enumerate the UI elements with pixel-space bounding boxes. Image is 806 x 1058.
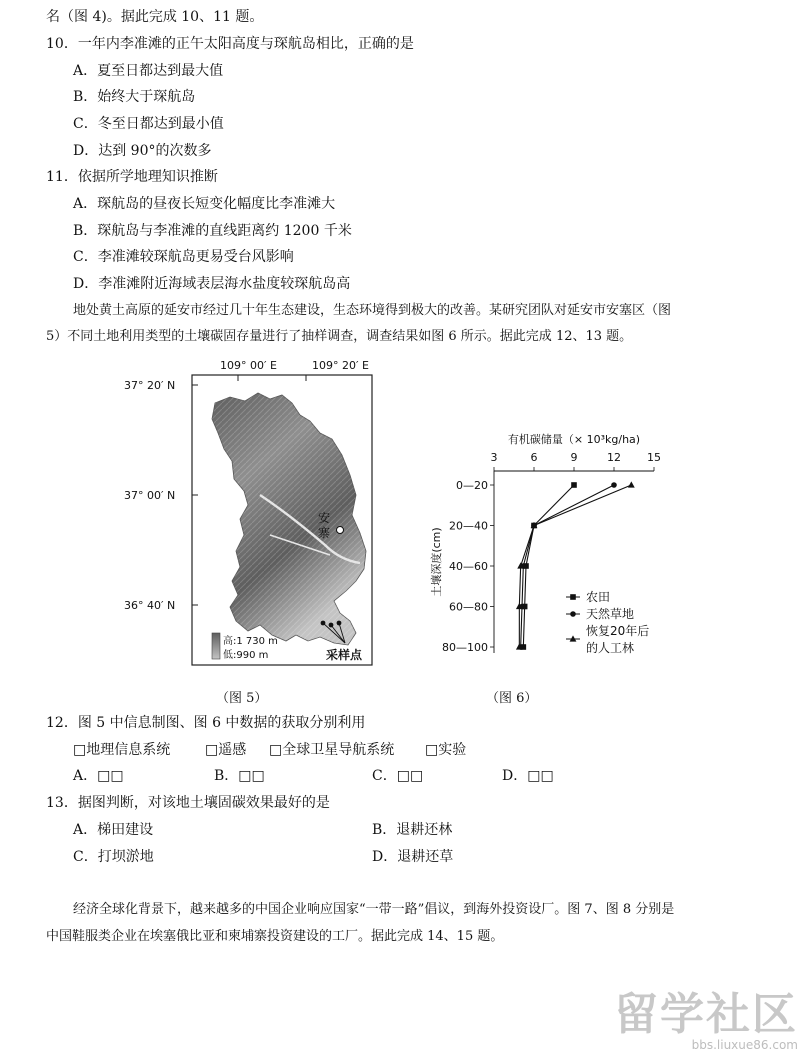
question-12-item-1: □地理信息系统: [73, 742, 171, 758]
question-10-option-b: B．始终大于琛航岛: [73, 89, 196, 105]
place-name-an: 安: [318, 511, 331, 525]
question-11-stem: 11．依据所学地理知识推断: [46, 169, 218, 185]
question-13-option-d: D．退耕还草: [372, 849, 454, 865]
legend-text-1: 天然草地: [586, 607, 635, 621]
legend-marker-1: [570, 611, 576, 617]
y-tick-label-3: 60—80: [449, 600, 488, 614]
figure-6-caption: （图 6）: [486, 691, 538, 706]
passage-14-15-line-1: 经济全球化背景下，越来越多的中国企业响应国家“一带一路”倡议，到海外投资设厂。图 7、图 8 分别是: [73, 902, 675, 917]
passage-12-13-line-1: 地处黄土高原的延安市经过几十年生态建设，生态环境得到极大的改善。某研究团队对延安市安塞区（图: [73, 303, 672, 318]
question-13-option-a: A．梯田建设: [73, 822, 154, 838]
passage-14-15-line-2: 中国鞋服类企业在埃塞俄比亚和柬埔寨投资建设的工厂。据此完成 14、15 题。: [46, 929, 504, 944]
lat-label-37-00: 37° 00′ N: [124, 489, 176, 502]
question-13-option-c: C．打坝淤地: [73, 849, 154, 865]
question-12-option-b: B．□□: [214, 768, 265, 784]
question-12-item-4: □实验: [425, 742, 467, 758]
question-12-item-3: □全球卫星导航系统: [269, 742, 395, 758]
question-10-option-a: A．夏至日都达到最大值: [73, 63, 224, 79]
series-line-1: [521, 485, 614, 647]
question-11-option-b: B．琛航岛与李准滩的直线距离约 1200 千米: [73, 223, 352, 239]
intro-tail: 名（图 4)。据此完成 10、11 题。: [46, 9, 264, 25]
series-line-2: [519, 485, 631, 647]
series-0-point-0: [571, 482, 577, 488]
lat-label-36-40: 36° 40′ N: [124, 599, 176, 612]
legend-marker-0: [570, 594, 576, 600]
watermark-brand: 留学社区: [614, 989, 798, 1040]
question-10-stem: 10．一年内李准滩的正午太阳高度与琛航岛相比，正确的是: [46, 36, 414, 52]
question-12-option-c: C．□□: [372, 768, 424, 784]
question-13-stem: 13．据图判断，对该地土壤固碳效果最好的是: [46, 795, 330, 811]
lon-label-109-20: 109° 20′ E: [312, 359, 369, 372]
question-11-option-d: D．李准滩附近海域表层海水盐度较琛航岛高: [73, 276, 351, 292]
y-tick-label-1: 20—40: [449, 519, 488, 533]
figure-5-caption: （图 5）: [216, 691, 268, 706]
y-tick-label-2: 40—60: [449, 560, 488, 573]
legend-text-3: 的人工林: [586, 641, 635, 655]
x-tick-label-3: 12: [607, 451, 621, 464]
x-tick-label-1: 6: [530, 451, 538, 464]
question-13-option-b: B．退耕还林: [372, 822, 453, 838]
figure-6-chart: [420, 425, 680, 665]
x-tick-label-0: 3: [490, 451, 498, 464]
question-12-option-d: D．□□: [502, 768, 554, 784]
chart-title: 有机碳储量（× 10³kg/ha): [507, 433, 641, 446]
question-10-option-c: C．冬至日都达到最小值: [73, 116, 224, 132]
y-tick-label-0: 0—20: [456, 479, 488, 492]
place-name-sai: 寨: [318, 526, 331, 540]
question-12-option-a: A．□□: [73, 768, 124, 784]
question-11-option-a: A．琛航岛的昼夜长短变化幅度比李准滩大: [73, 196, 336, 212]
lat-label-37-20: 37° 20′ N: [124, 379, 176, 392]
question-12-item-2: □遥感: [205, 742, 247, 758]
x-tick-label-2: 9: [570, 451, 578, 464]
figure-5-map: [120, 355, 410, 675]
legend-text-2: 恢复20年后: [586, 624, 650, 638]
legend-high: 高:1 730 m: [223, 636, 278, 647]
ansai-town-marker: [337, 527, 344, 534]
legend-text-0: 农田: [586, 590, 611, 604]
question-11-option-c: C．李准滩较琛航岛更易受台风影响: [73, 249, 294, 265]
x-tick-label-4: 15: [647, 451, 661, 464]
elevation-legend-bar: [212, 633, 220, 659]
question-12-stem: 12．图 5 中信息制图、图 6 中数据的获取分别利用: [46, 715, 366, 731]
series-2-point-0: [628, 481, 635, 487]
series-1-point-0: [611, 482, 617, 488]
watermark-url: bbs.liuxue86.com: [691, 1038, 798, 1052]
lon-label-109-00: 109° 00′ E: [220, 359, 277, 372]
question-10-option-d: D．达到 90°的次数多: [73, 143, 212, 159]
chart-y-label: 土壤深度(cm): [430, 527, 443, 597]
passage-12-13-line-2: 5）不同土地利用类型的土壤碳固存量进行了抽样调查，调查结果如图 6 所示。据此完成 12、13 题。: [46, 329, 633, 344]
watermark: [614, 989, 798, 1052]
y-tick-label-4: 80—100: [442, 641, 488, 654]
legend-low: 低:990 m: [223, 650, 269, 661]
sample-label: 采样点: [326, 648, 363, 662]
